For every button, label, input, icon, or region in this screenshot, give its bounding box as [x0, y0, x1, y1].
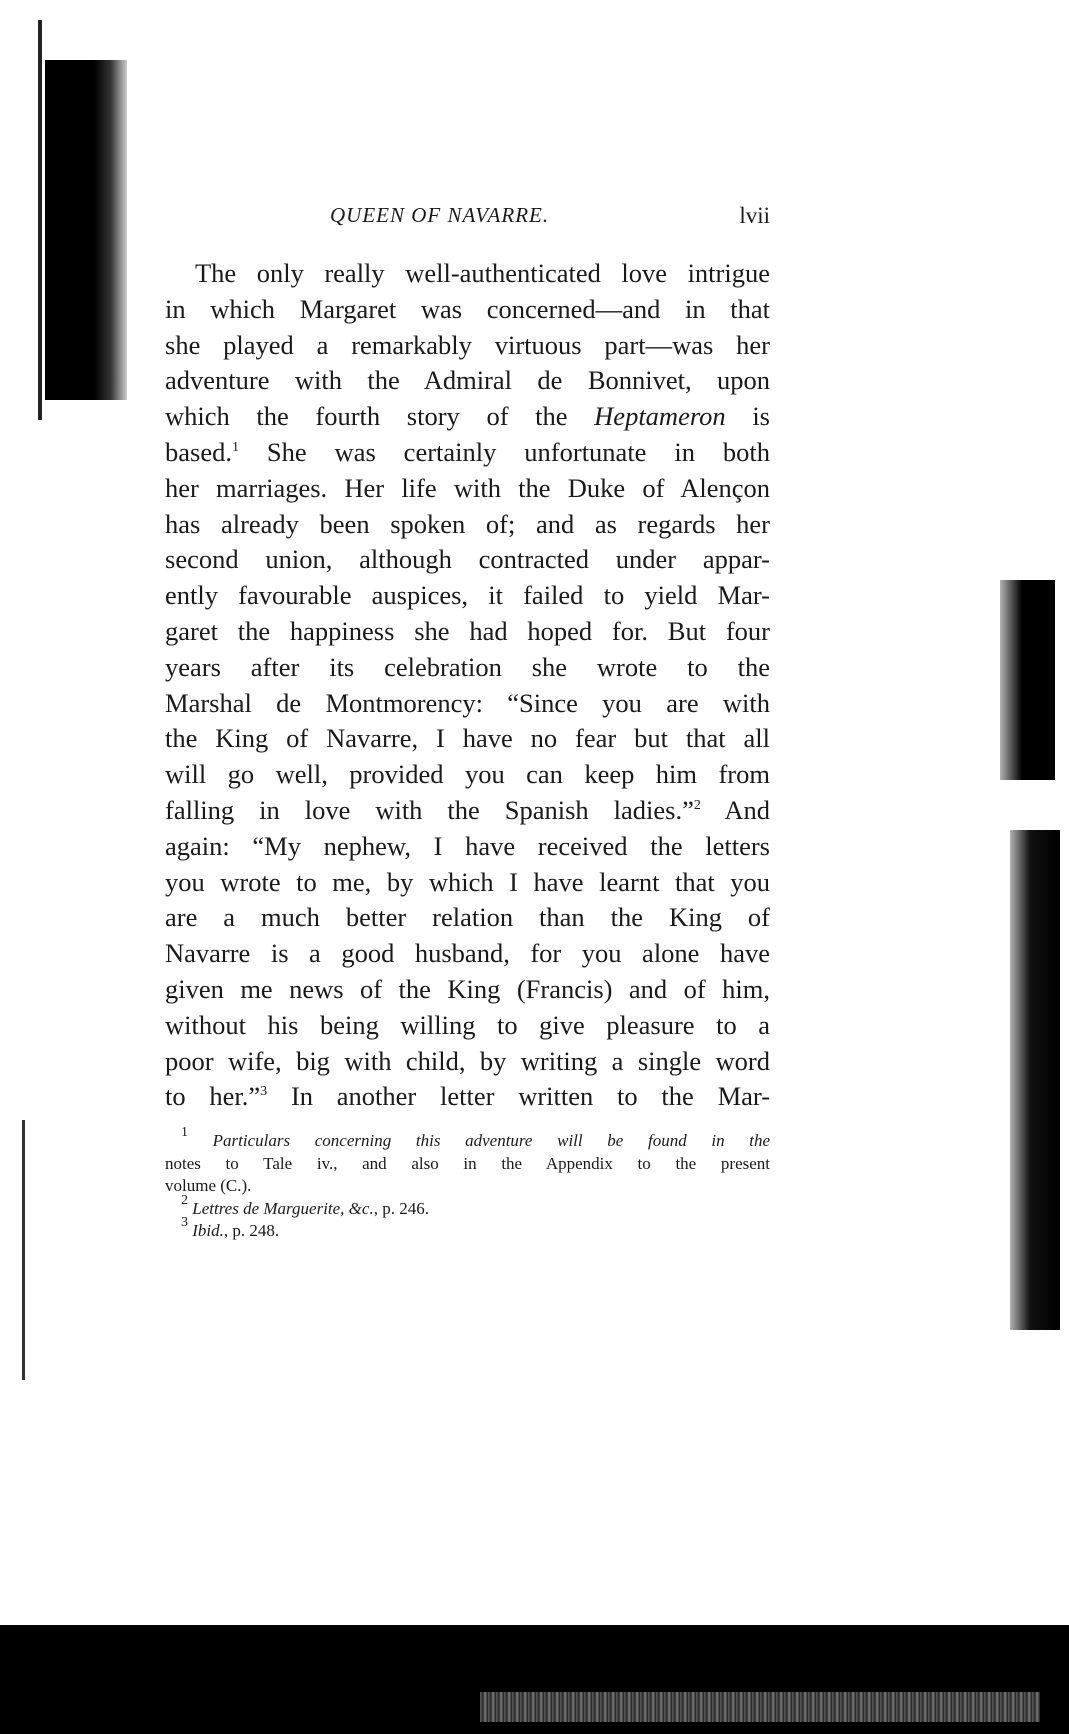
main-paragraph [165, 256, 770, 1115]
footnote-marker: 1 [181, 1125, 188, 1140]
text-line: Marshal de Montmorency: “Since you are with [165, 687, 770, 718]
text-line: you wrote to me, by which I have learnt that you [165, 866, 770, 897]
text-line: her marriages. Her life with the Duke of Alençon [165, 472, 770, 503]
text-line: years after its celebration she wrote to the [165, 651, 770, 682]
cited-title: Lettres de Marguerite, &c. [192, 1198, 374, 1218]
footnote-1-line: $^1$ Particulars concerning this adventure will be found in the [181, 1125, 770, 1150]
footnote-ref: 3 [260, 1084, 268, 1100]
text-line: poor wife, big with child, by writing a single word [165, 1045, 770, 1076]
text-line: garet the happiness she had hoped for. But four [165, 615, 770, 646]
text-line: in which Margaret was concerned—and in that [165, 293, 770, 324]
book-title: Heptameron [594, 401, 726, 432]
text-line: which the fourth story of the Heptameron is [165, 401, 770, 432]
footnote-marker: 3 [181, 1215, 188, 1230]
footnote-ref: 1 [231, 439, 239, 455]
text-line: has already been spoken of; and as regards her [165, 508, 770, 539]
text-line: again: “My nephew, I have received the letters [165, 830, 770, 861]
text-line: ently favourable auspices, it failed to yield Mar- [165, 580, 770, 611]
text-line: without his being willing to give pleasure to a [165, 1009, 770, 1040]
scan-artifact-bottom-noise [480, 1692, 1040, 1722]
scan-artifact-left-line [38, 20, 42, 420]
scan-artifact-left-line-lower [22, 1120, 25, 1380]
footnotes [165, 1125, 770, 1243]
running-header [165, 203, 770, 233]
scan-artifact-right-edge-lower [1010, 830, 1060, 1330]
text-line: adventure with the Admiral de Bonnivet, upon [165, 365, 770, 396]
text-line: are a much better relation than the King of [165, 902, 770, 933]
footnote-1-line: notes to Tale iv., and also in the Appendix to the present [165, 1153, 770, 1173]
footnote-1-line: volume (C.). [165, 1176, 252, 1195]
scan-artifact-right-edge-upper [1000, 580, 1055, 780]
text-line: based.$^1$ She was certainly unfortunate in both [165, 436, 770, 467]
cited-title: Ibid. [192, 1221, 224, 1240]
text-line: falling in love with the Spanish ladies.”$^2$ And [165, 794, 770, 825]
footnote-marker: 2 [181, 1192, 188, 1208]
text-line: will go well, provided you can keep him from [165, 759, 770, 790]
text-line: she played a remarkably virtuous part—was her [165, 329, 770, 360]
text-line: given me news of the King (Francis) and of him, [165, 973, 770, 1004]
footnote-3: $^3$ Ibid., p. 248. [181, 1215, 280, 1240]
text-line: The only really well-authenticated love intrigue [195, 258, 770, 288]
text-line: Navarre is a good husband, for you alone have [165, 938, 770, 969]
text-line: second union, although contracted under appar- [165, 544, 770, 575]
running-title: QUEEN OF NAVARRE. [330, 203, 550, 227]
page-number: lvii [739, 203, 770, 228]
text-line: the King of Navarre, I have no fear but that all [165, 723, 770, 754]
scan-artifact-left-edge [45, 60, 127, 400]
footnote-2: $^2$ Lettres de Marguerite, &c., p. 246. [181, 1192, 429, 1218]
text-line: to her.”$^3$ In another letter written to the Mar- [165, 1081, 771, 1112]
footnote-ref: 2 [693, 797, 701, 813]
